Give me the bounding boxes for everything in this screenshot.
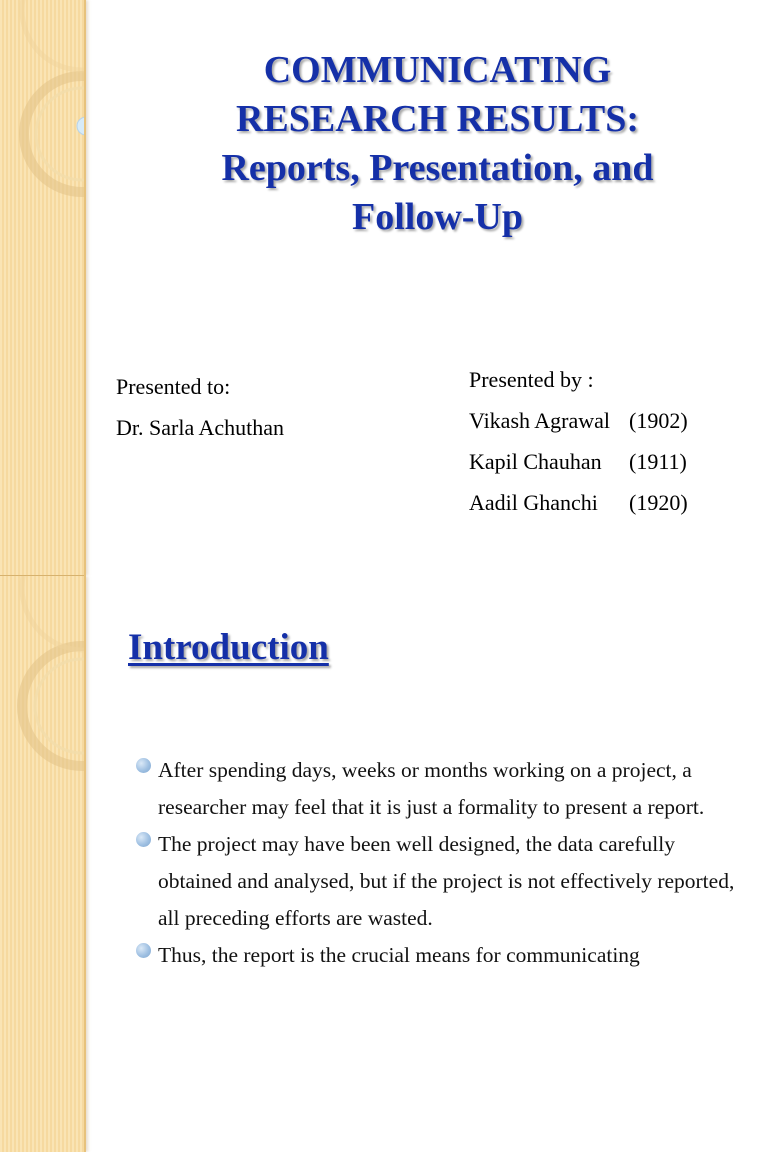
bullet-text: The project may have been well designed, the data carefully obtained and analysed, but if the project is not effectively reported, all preceding efforts are wasted.: [158, 832, 735, 930]
title-line: Reports, Presentation, and: [221, 147, 654, 189]
presenter-name: Aadil Ghanchi: [469, 490, 598, 515]
decorative-circles: [0, 0, 84, 576]
presenter-id: (1911): [629, 449, 687, 474]
presented-by-label: Presented by :: [469, 367, 594, 392]
presenter-row: [469, 441, 688, 482]
list-item: [136, 752, 751, 826]
bullet-icon: [136, 943, 151, 958]
decorative-circles: [0, 576, 84, 1152]
list-item: [136, 937, 751, 974]
bullet-icon: [136, 758, 151, 773]
bullet-text: After spending days, weeks or months working on a project, a researcher may feel that it is just a formality to present a report.: [158, 758, 705, 819]
bullet-text: Thus, the report is the crucial means for communicating: [158, 943, 640, 967]
list-item: [136, 826, 751, 937]
presenter-name: Kapil Chauhan: [469, 449, 602, 474]
presenter-row: [469, 400, 688, 441]
presented-to-name: Dr. Sarla Achuthan: [116, 415, 285, 440]
decorative-sidebar: [0, 576, 86, 1152]
presenter-id: (1920): [629, 490, 688, 515]
presented-to-block: [116, 366, 284, 448]
title-line: RESEARCH RESULTS:: [235, 98, 639, 140]
bullet-list: [136, 752, 751, 974]
presenter-id: (1902): [629, 408, 688, 433]
slide-introduction: [0, 576, 768, 1152]
title-line: COMMUNICATING: [263, 49, 612, 91]
presenter-name: Vikash Agrawal: [469, 408, 611, 433]
presented-by-block: [469, 359, 688, 523]
decorative-sidebar: [0, 0, 86, 576]
title-line: Follow-Up: [352, 196, 523, 238]
bullet-icon: [136, 832, 151, 847]
intro-heading: Introduction: [128, 627, 329, 668]
presented-to-label: Presented to:: [116, 374, 231, 399]
slide-title-text: [150, 46, 725, 242]
presenter-row: [469, 482, 688, 523]
